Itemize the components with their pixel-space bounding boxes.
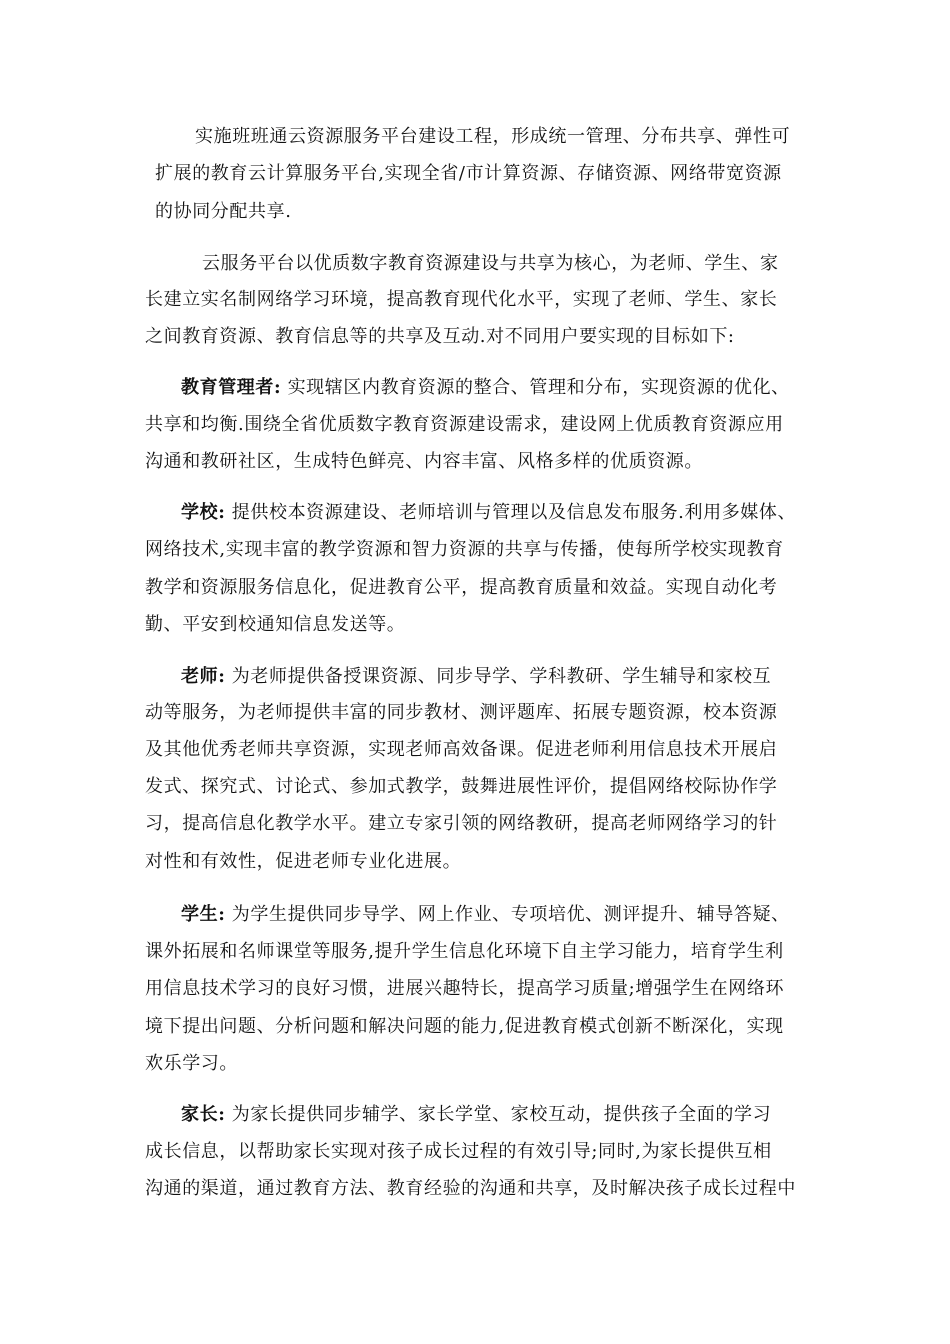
paragraph-2-line-2: 长建立实名制网络学习环境，提高教育现代化水平，实现了老师、学生、家长 [145,289,778,310]
paragraph-4-line-4: 勤、平安到校通知信息发送等。 [145,614,406,635]
paragraph-4-line-1-text: 提供校本资源建设、老师培训与管理以及信息发布服务.利用多媒体、 [225,502,797,523]
paragraph-7-line-1 [181,1103,771,1127]
paragraph-5-line-3: 及其他优秀老师共享资源，实现老师高效备课。促进老师利用信息技术开展启 [145,739,778,760]
paragraph-3-line-1-text: 实现辖区内教育资源的整合、管理和分布，实现资源的优化、 [281,377,790,398]
paragraph-5-line-2: 动等服务，为老师提供丰富的同步教材、测评题库、拓展专题资源，校本资源 [145,702,778,723]
paragraph-4-line-1 [181,501,796,525]
paragraph-6-line-2: 课外拓展和名师课堂等服务,提升学生信息化环境下自主学习能力，培育学生利 [145,941,784,962]
paragraph-6-line-1-text: 为学生提供同步导学、网上作业、专项培优、测评提升、辅导答疑、 [225,904,790,925]
paragraph-1-line-2: 扩展的教育云计算服务平台,实现全省/市计算资源、存储资源、网络带宽资源 [155,163,782,184]
lead-parent: 家长: [181,1104,226,1125]
paragraph-5-line-6: 对性和有效性，促进老师专业化进展。 [145,851,462,872]
paragraph-4-line-2: 网络技术,实现丰富的教学资源和智力资源的共享与传播，使每所学校实现教育 [145,539,784,560]
paragraph-7-line-2: 成长信息，以帮助家长实现对孩子成长过程的有效引导;同时,为家长提供互相 [145,1141,772,1162]
paragraph-3-line-1 [181,376,790,400]
paragraph-3-line-2: 共享和均衡.围绕全省优质数字教育资源建设需求，建设网上优质教育资源应用 [145,414,784,435]
paragraph-7-line-3: 沟通的渠道，通过教育方法、教育经验的沟通和共享，及时解决孩子成长过程中 [145,1178,796,1199]
paragraph-6-line-4: 境下提出问题、分析问题和解决问题的能力,促进教育模式创新不断深化，实现 [145,1016,784,1037]
paragraph-5-line-4: 发式、探究式、讨论式、参加式教学，鼓舞进展性评价，提倡网络校际协作学 [145,776,778,797]
lead-school: 学校: [181,502,226,523]
paragraph-6-line-3: 用信息技术学习的良好习惯，进展兴趣特长，提高学习质量;增强学生在网络环 [145,978,785,999]
paragraph-5-line-1 [181,665,771,689]
paragraph-6-line-5: 欢乐学习。 [145,1053,238,1074]
paragraph-3-line-3: 沟通和教研社区，生成特色鲜亮、内容丰富、风格多样的优质资源。 [145,451,703,472]
paragraph-2-line-1: 云服务平台以优质数字教育资源建设与共享为核心，为老师、学生、家 [202,253,779,274]
paragraph-4-line-3: 教学和资源服务信息化，促进教育公平，提高教育质量和效益。实现自动化考 [145,577,778,598]
paragraph-5-line-1-text: 为老师提供备授课资源、同步导学、学科教研、学生辅导和家校互 [225,666,772,687]
paragraph-1-line-3: 的协同分配共享. [155,201,292,222]
paragraph-5-line-5: 习，提高信息化教学水平。建立专家引领的网络教研，提高老师网络学习的针 [145,813,778,834]
lead-student: 学生: [181,904,226,925]
paragraph-6-line-1 [181,903,790,927]
paragraph-1-line-1: 实施班班通云资源服务平台建设工程，形成统一管理、分布共享、弹性可 [195,126,791,147]
paragraph-2-line-3: 之间教育资源、教育信息等的共享及互动.对不同用户要实现的目标如下: [145,326,735,347]
lead-teacher: 老师: [181,666,226,687]
paragraph-7-line-1-text: 为家长提供同步辅学、家长学堂、家校互动，提供孩子全面的学习 [225,1104,772,1125]
lead-education-admin: 教育管理者: [181,377,282,398]
